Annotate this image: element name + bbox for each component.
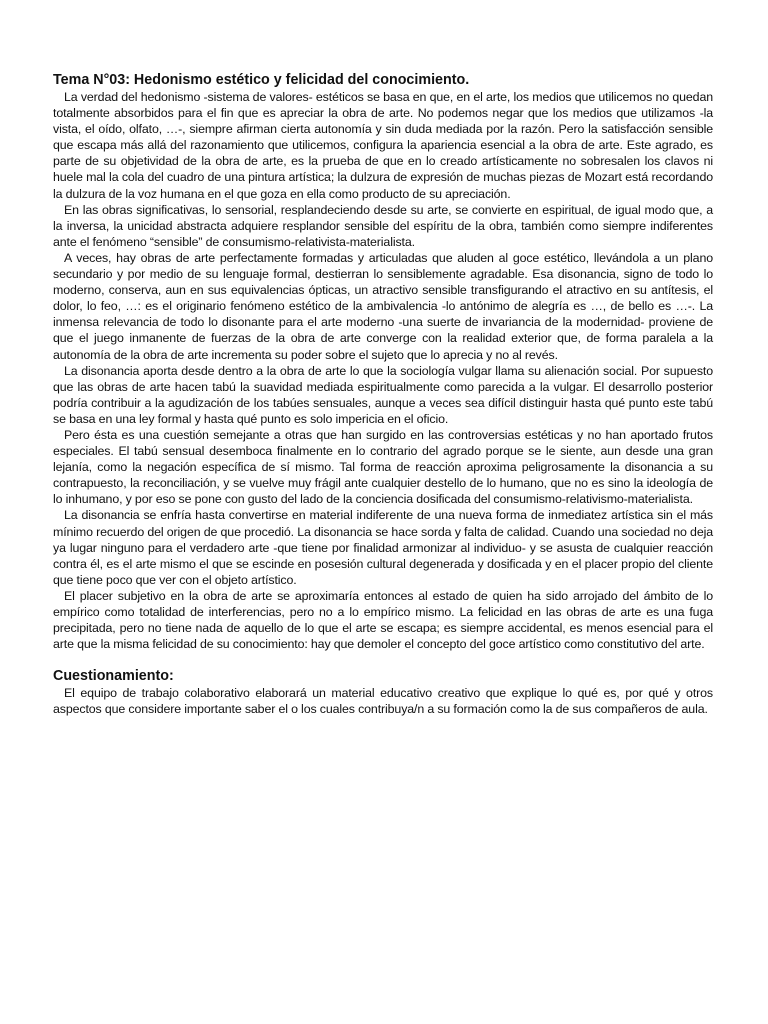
paragraph-5: Pero ésta es una cuestión semejante a otras que han surgido en las controversias estéticas y no han aportado frutos especiales. El tabú sensual desemboca finalmente en lo contrario del agrado porque se le siente, aun desde una gran lejanía, como la negación específica de sí mismo. Tal forma de reacción aproxima peligrosamente la disonancia a su contrapuesto, la reconciliación, y se vuelve muy frágil ante cualquier destello de lo humano, que no es sino la ideología de lo inhumano, y por eso se pone con gusto del lado de la conciencia dosificada del consumismo-relativismo-materialista. — [53, 427, 713, 507]
paragraph-7: El placer subjetivo en la obra de arte se aproximaría entonces al estado de quien ha sido arrojado del ámbito de lo empírico como totalidad de interferencias, pero no a lo empírico mismo. La felicidad en las obras de arte es una fuga precipitada, pero no tiene nada de aquello de lo que el arte se escapa; es siempre accidental, es menos esencial para el arte que la misma felicidad de su conocimiento: hay que demoler el concepto del goce artístico como constitutivo del arte. — [53, 588, 713, 652]
document-page — [53, 72, 713, 717]
paragraph-1: La verdad del hedonismo -sistema de valores- estéticos se basa en que, en el arte, los medios que utilicemos no quedan totalmente absorbidos para el fin que es apreciar la obra de arte. No podemos negar que los medios que utilizamos -la vista, el oído, olfato, …-, siempre afirman cierta autonomía y sin duda mediada por la razón. Pero la satisfacción sensible que escapa más allá del razonamiento que utilicemos, configura la apariencia esencial a la obra de arte. Este agrado, es parte de su objetividad de la obra de arte, es la prueba de que en lo creado artísticamente no sobresalen los clavos ni huele mal la cola del cuadro de una pintura artística; la dulzura de expresión de muchas piezas de Mozart está recordando la dulzura de la voz humana en el que goza en ella como producto de su apreciación. — [53, 90, 713, 201]
document-title: Tema N°03: Hedonismo estético y felicidad del conocimiento. — [53, 72, 470, 88]
paragraph-6: La disonancia se enfría hasta convertirse en material indiferente de una nueva forma de inmediatez artística sin el más mínimo recuerdo del origen de que procedió. La disonancia se hace sorda y falta de calidad. Cuando una sociedad no deja ya lugar ninguno para el verdadero arte -que tiene por finalidad armonizar al individuo- y se asusta de cualquier reacción contra él, es el arte mismo el que se escinde en posesión cultural degenerada y dosificada y en el placer propio del cliente que tiene poco que ver con el objeto artístico. — [53, 508, 713, 587]
paragraph-3: A veces, hay obras de arte perfectamente formadas y articuladas que aluden al goce estético, llevándola a un plano secundario y por medio de su lenguaje formal, destierran lo sensiblemente agradable. Esa disonancia, signo de todo lo moderno, conserva, aun en sus equivalencias ópticas, un atractivo sensible transfigurando el atractivo en su antítesis, el dolor, lo feo, …: es el originario fenómeno estético de la ambivalencia -lo antónimo de alegría es …, de bello es …-. La inmensa relevancia de todo lo disonante para el arte moderno -una suerte de invariancia de la modernidad- proviene de que el juego inmanente de fuerzas de la obra de arte converge con la realidad exterior que, de forma paralela a la autonomía de la obra de arte incrementa su poder sobre el sujeto que lo aprecia y no al revés. — [53, 250, 713, 362]
section-paragraph: El equipo de trabajo colaborativo elaborará un material educativo creativo que explique lo qué es, por qué y otros aspectos que considere importante saber el o los cuales contribuya/n a su formación como la de sus compañeros de aula. — [53, 686, 713, 717]
paragraph-4: La disonancia aporta desde dentro a la obra de arte lo que la sociología vulgar llama su alienación social. Por supuesto que las obras de arte hacen tabú la suavidad mediada espiritualmente como parecida a la vulgar. El desarrollo posterior podría contribuir a la agudización de los tabúes sensuales, aunque a veces sea difícil distinguir hasta qué punto este tabú se basa en una ley formal y hasta qué punto es solo impericia en el oficio. — [53, 363, 713, 426]
paragraph-2: En las obras significativas, lo sensorial, resplandeciendo desde su arte, se convierte en espiritual, de igual modo que, a la inversa, la unicidad abstracta adquiere resplandor sensible del espíritu de la obra, también como siempre indiferentes ante el fenómeno “sensible” de consumismo-relativista-materialista. — [53, 202, 713, 249]
section-heading: Cuestionamiento: — [53, 668, 174, 685]
